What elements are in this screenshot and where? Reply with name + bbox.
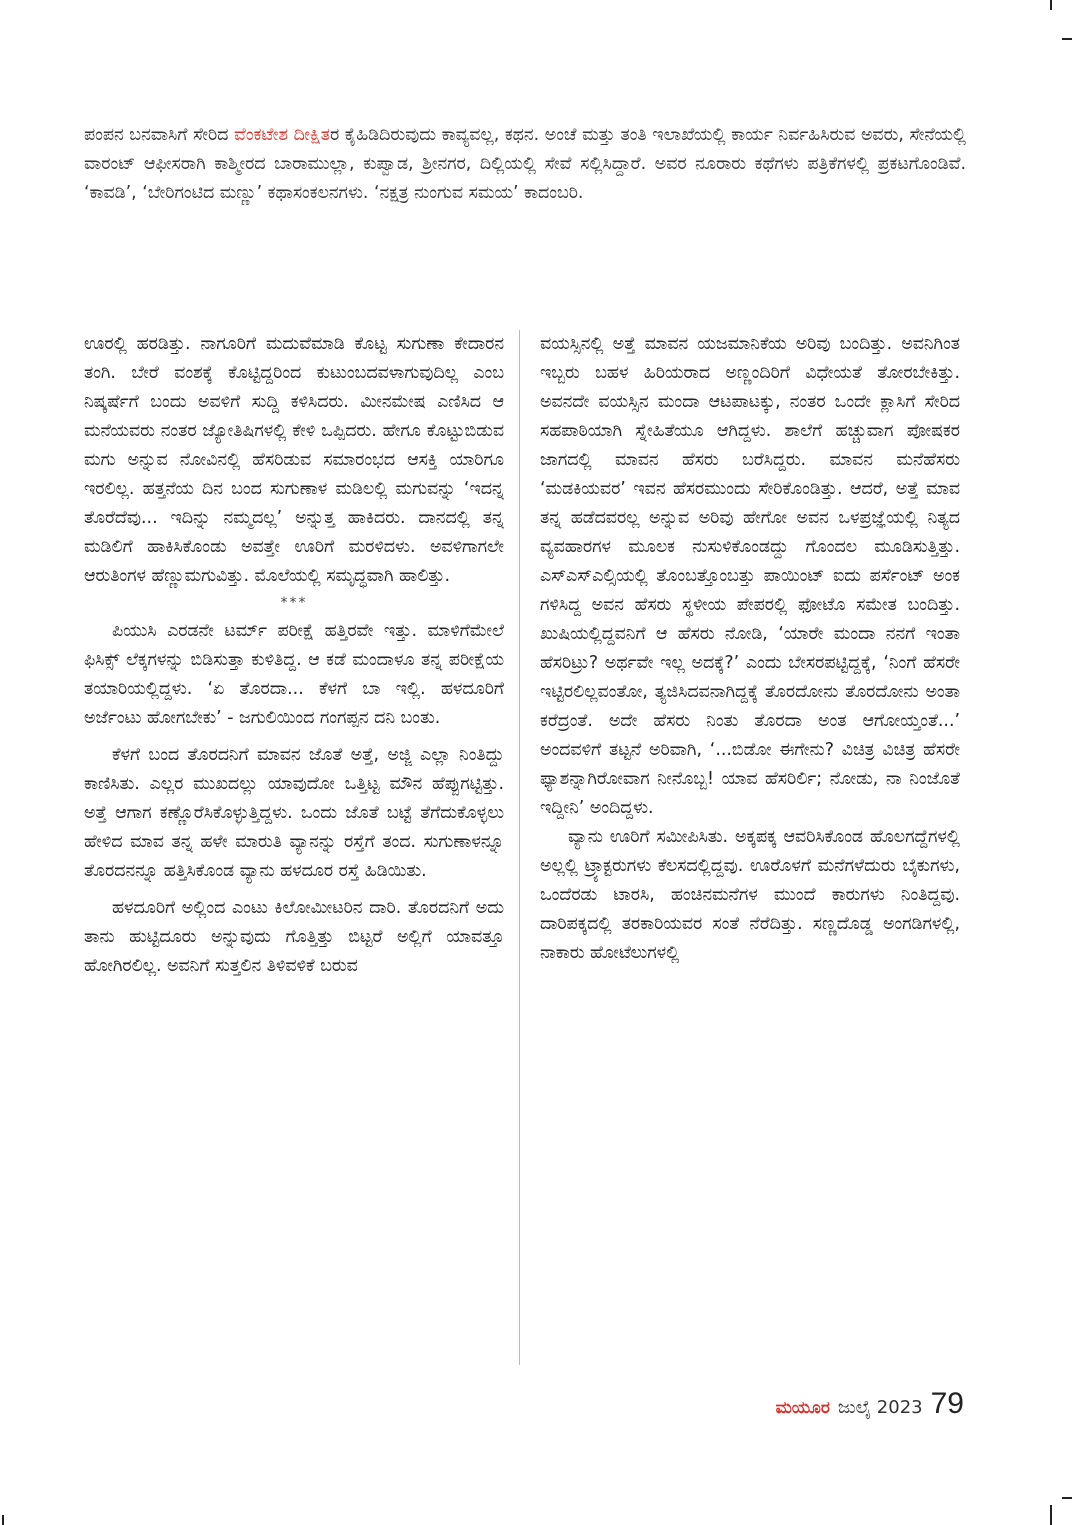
- column-divider: [519, 330, 520, 1365]
- author-intro: [84, 121, 966, 208]
- left-paragraph-1: ಊರಲ್ಲಿ ಹರಡಿತ್ತು. ನಾಗೂರಿಗೆ ಮದುವೆಮಾಡಿ ಕೊಟ್ಟ ಸುಗುಣಾ ಕೇದಾರನ ತಂಗಿ. ಬೇರೆ ವಂಶಕ್ಕೆ ಕೊಟ್ಟಿದ್ದರಿಂದ ಕುಟುಂಬದವಳಾಗುವುದಿಲ್ಲ ಎಂಬ ನಿಷ್ಕರ್ಷೆಗೆ ಬಂದು ಅವಳಿಗೆ ಸುದ್ದಿ ಕಳಿಸಿದರು. ಮೀನಮೇಷ ಎಣಿಸಿದ ಆ ಮನೆಯವರು ನಂತರ ಜ್ಯೋತಿಷಿಗಳಲ್ಲಿ ಕೇಳಿ ಒಪ್ಪಿದರು. ಹೇಗೂ ಕೊಟ್ಟುಬಿಡುವ ಮಗು ಅನ್ನುವ ನೋವಿನಲ್ಲಿ ಹೆಸರಿಡುವ ಸಮಾರಂಭದ ಆಸಕ್ತಿ ಯಾರಿಗೂ ಇರಲಿಲ್ಲ. ಹತ್ತನೆಯ ದಿನ ಬಂದ ಸುಗುಣಾಳ ಮಡಿಲಲ್ಲಿ ಮಗುವನ್ನು ‘ಇದನ್ನ ತೊರೆದೆವು... ಇದಿನ್ನು ನಮ್ಮದಲ್ಲ’ ಅನ್ನುತ್ತ ಹಾಕಿದರು. ದಾನದಲ್ಲಿ ತನ್ನ ಮಡಿಲಿಗೆ ಹಾಕಿಸಿಕೊಂಡು ಅವತ್ತೇ ಊರಿಗೆ ಮರಳಿದಳು. ಅವಳಿಗಾಗಲೇ ಆರುತಿಂಗಳ ಹೆಣ್ಣುಮಗುವಿತ್ತು. ಮೊಲೆಯಲ್ಲಿ ಸಮೃದ್ಧವಾಗಿ ಹಾಲಿತ್ತು.: [84, 334, 504, 586]
- crop-mark-right-mid: [1062, 38, 1072, 40]
- left-paragraph-2: ಪಿಯುಸಿ ಎರಡನೇ ಟರ್ಮ್ ಪರೀಕ್ಷೆ ಹತ್ತಿರವೇ ಇತ್ತು. ಮಾಳಿಗೆಮೇಲೆ ಫಿಸಿಕ್ಸ್ ಲೆಕ್ಕಗಳನ್ನು ಬಿಡಿಸುತ್ತಾ ಕುಳಿತಿದ್ದ. ಆ ಕಡೆ ಮಂದಾಳೂ ತನ್ನ ಪರೀಕ್ಷೆಯ ತಯಾರಿಯಲ್ಲಿದ್ದಳು. ‘ಏ ತೊರದಾ... ಕೆಳಗೆ ಬಾ ಇಲ್ಲಿ. ಹಳದೂರಿಗೆ ಅರ್ಜೆಂಟು ಹೋಗಬೇಕು’ - ಜಗುಲಿಯಿಂದ ಗಂಗಪ್ಪನ ದನಿ ಬಂತು.: [84, 621, 504, 728]
- crop-mark-bottom-right: [1050, 1505, 1052, 1525]
- page-number: 79: [930, 1387, 964, 1420]
- right-column: [540, 330, 960, 968]
- right-paragraph-2: ವ್ಯಾನು ಊರಿಗೆ ಸಮೀಪಿಸಿತು. ಅಕ್ಕಪಕ್ಕ ಆವರಿಸಿಕೊಂಡ ಹೊಲಗದ್ದೆಗಳಲ್ಲಿ ಅಲ್ಲಲ್ಲಿ ಟ್ರ್ಯಾಕ್ಟರುಗಳು ಕೆಲಸದಲ್ಲಿದ್ದವು. ಊರೊಳಗೆ ಮನೆಗಳೆದುರು ಬೈಕುಗಳು, ಒಂದೆರಡು ಟಾರಸಿ, ಹಂಚಿನಮನೆಗಳ ಮುಂದೆ ಕಾರುಗಳು ನಿಂತಿದ್ದವು. ದಾರಿಪಕ್ಕದಲ್ಲಿ ತರಕಾರಿಯವರ ಸಂತೆ ನೆರೆದಿತ್ತು. ಸಣ್ಣದೊಡ್ಡ ಅಂಗಡಿಗಳಲ್ಲಿ, ನಾಕಾರು ಹೋಟೆಲುಗಳಲ್ಲಿ: [540, 827, 960, 963]
- section-separator: ***: [280, 595, 308, 611]
- intro-text-after: ರ ಕೈಹಿಡಿದಿರುವುದು ಕಾವ್ಯವಲ್ಲ, ಕಥನ. ಅಂಚೆ ಮತ್ತು ತಂತಿ ಇಲಾಖೆಯಲ್ಲಿ ಕಾರ್ಯ ನಿರ್ವಹಿಸಿರುವ ಅವರು, ಸೇನೆಯಲ್ಲಿ ವಾರಂಟ್ ಆಫೀಸರಾಗಿ ಕಾಶ್ಮೀರದ ಬಾರಾಮುಲ್ಲಾ, ಕುಪ್ವಾಡ, ಶ್ರೀನಗರ, ದಿಲ್ಲಿಯಲ್ಲಿ ಸೇವೆ ಸಲ್ಲಿಸಿದ್ದಾರೆ. ಅವರ ನೂರಾರು ಕಥೆಗಳು ಪತ್ರಿಕೆಗಳಲ್ಲಿ ಪ್ರಕಟಗೊಂಡಿವೆ. ‘ಕಾವಡಿ’, ‘ಬೇರಿಗಂಟಿದ ಮಣ್ಣು’ ಕಥಾಸಂಕಲನಗಳು. ‘ನಕ್ಷತ್ರ ನುಂಗುವ ಸಮಯ’ ಕಾದಂಬರಿ.: [84, 125, 966, 203]
- page-footer: [776, 1387, 964, 1431]
- crop-mark-bottom-left: [2, 1515, 4, 1525]
- crop-mark-right-low: [1062, 1497, 1072, 1499]
- author-name: ವೆಂಕಟೇಶ ದೀಕ್ಷಿತ: [234, 125, 330, 145]
- left-column: [84, 330, 504, 981]
- issue-date: ಜುಲೈ 2023: [837, 1397, 923, 1418]
- magazine-logo: ಮಯೂರ: [775, 1398, 830, 1418]
- left-paragraph-3: ಕೆಳಗೆ ಬಂದ ತೊರದನಿಗೆ ಮಾವನ ಜೊತೆ ಅತ್ತೆ, ಅಜ್ಜಿ ಎಲ್ಲಾ ನಿಂತಿದ್ದು ಕಾಣಿಸಿತು. ಎಲ್ಲರ ಮುಖದಲ್ಲು ಯಾವುದೋ ಒತ್ತಿಟ್ಟ ಮೌನ ಹೆಪ್ಪುಗಟ್ಟಿತ್ತು. ಅತ್ತೆ ಆಗಾಗ ಕಣ್ಣೊರೆಸಿಕೊಳ್ಳುತ್ತಿದ್ದಳು. ಒಂದು ಜೊತೆ ಬಟ್ಟೆ ತೆಗೆದುಕೊಳ್ಳಲು ಹೇಳಿದ ಮಾವ ತನ್ನ ಹಳೇ ಮಾರುತಿ ವ್ಯಾನನ್ನು ರಸ್ತೆಗೆ ತಂದ. ಸುಗುಣಾಳನ್ನೂ ತೊರದನನ್ನೂ ಹತ್ತಿಸಿಕೊಂಡ ವ್ಯಾನು ಹಳದೂರ ರಸ್ತೆ ಹಿಡಿಯಿತು.: [84, 745, 504, 881]
- crop-mark-top-right: [1050, 0, 1052, 10]
- left-paragraph-4: ಹಳದೂರಿಗೆ ಅಲ್ಲಿಂದ ಎಂಟು ಕಿಲೋಮೀಟರಿನ ದಾರಿ. ತೊರದನಿಗೆ ಅದು ತಾನು ಹುಟ್ಟಿದೂರು ಅನ್ನುವುದು ಗೊತ್ತಿತ್ತು ಬಿಟ್ಟರೆ ಅಲ್ಲಿಗೆ ಯಾವತ್ತೂ ಹೋಗಿರಲಿಲ್ಲ. ಅವನಿಗೆ ಸುತ್ತಲಿನ ತಿಳಿವಳಿಕೆ ಬರುವ: [84, 898, 504, 976]
- right-paragraph-1: ವಯಸ್ಸಿನಲ್ಲಿ ಅತ್ತೆ ಮಾವನ ಯಜಮಾನಿಕೆಯ ಅರಿವು ಬಂದಿತ್ತು. ಅವನಿಗಿಂತ ಇಬ್ಬರು ಬಹಳ ಹಿರಿಯರಾದ ಅಣ್ಣಂದಿರಿಗೆ ವಿಧೇಯತೆ ತೋರಬೇಕಿತ್ತು. ಅವನದೇ ವಯಸ್ಸಿನ ಮಂದಾ ಆಟಪಾಟಕ್ಕು, ನಂತರ ಒಂದೇ ಕ್ಲಾಸಿಗೆ ಸೇರಿದ ಸಹಪಾಠಿಯಾಗಿ ಸ್ನೇಹಿತೆಯೂ ಆಗಿದ್ದಳು. ಶಾಲೆಗೆ ಹಚ್ಚುವಾಗ ಪೋಷಕರ ಜಾಗದಲ್ಲಿ ಮಾವನ ಹೆಸರು ಬರೆಸಿದ್ದರು. ಮಾವನ ಮನೆಹೆಸರು ‘ಮಡಕಿಯವರ’ ಇವನ ಹೆಸರಮುಂದು ಸೇರಿಕೊಂಡಿತ್ತು. ಆದರೆ, ಅತ್ತೆ ಮಾವ ತನ್ನ ಹಡೆದವರಲ್ಲ ಅನ್ನುವ ಅರಿವು ಹೇಗೋ ಅವನ ಒಳಪ್ರಜ್ಞೆಯಲ್ಲಿ ನಿತ್ಯದ ವ್ಯವಹಾರಗಳ ಮೂಲಕ ನುಸುಳಿಕೊಂಡದ್ದು ಗೊಂದಲ ಮೂಡಿಸುತ್ತಿತ್ತು. ಎಸ್‌ಎಸ್‌ಎಲ್ಸಿಯಲ್ಲಿ ತೊಂಬತ್ತೊಂಬತ್ತು ಪಾಯಿಂಟ್ ಐದು ಪರ್ಸೆಂಟ್ ಅಂಕ ಗಳಿಸಿದ್ದ ಅವನ ಹೆಸರು ಸ್ಥಳೀಯ ಪೇಪರಲ್ಲಿ ಫೋಟೊ ಸಮೇತ ಬಂದಿತ್ತು. ಖುಷಿಯಲ್ಲಿದ್ದವನಿಗೆ ಆ ಹೆಸರು ನೋಡಿ, ‘ಯಾರೇ ಮಂದಾ ನನಗೆ ಇಂತಾ ಹೆಸರಿಟ್ರು? ಅರ್ಥವೇ ಇಲ್ಲ ಅದಕ್ಕೆ?’ ಎಂದು ಬೇಸರಪಟ್ಟಿದ್ದಕ್ಕೆ, ‘ನಿಂಗೆ ಹೆಸರೇ ಇಟ್ಟಿರಲಿಲ್ಲವಂತೋ, ತ್ಯಜಿಸಿದವನಾಗಿದ್ದಕ್ಕೆ ತೊರದೋನು ತೊರದೋನು ಅಂತಾ ಕರೆದ್ರಂತೆ. ಅದೇ ಹೆಸರು ನಿಂತು ತೊರದಾ ಅಂತ ಆಗೋಯ್ತಂತೆ...’ ಅಂದವಳಿಗೆ ತಟ್ಟನೆ ಅರಿವಾಗಿ, ‘...ಬಿಡೋ ಈಗೇನು? ವಿಚಿತ್ರ ವಿಚಿತ್ರ ಹೆಸರೇ ಫ್ಯಾಶನ್ನಾಗಿರೋವಾಗ ನೀನೊಬ್ಬ! ಯಾವ ಹೆಸರಿರ್ಲಿ; ನೋಡು, ನಾ ನಿಂಜೊತೆ ಇದ್ದೀನಿ’ ಅಂದಿದ್ದಳು.: [540, 334, 960, 818]
- intro-text-before: ಪಂಪನ ಬನವಾಸಿಗೆ ಸೇರಿದ: [84, 125, 234, 145]
